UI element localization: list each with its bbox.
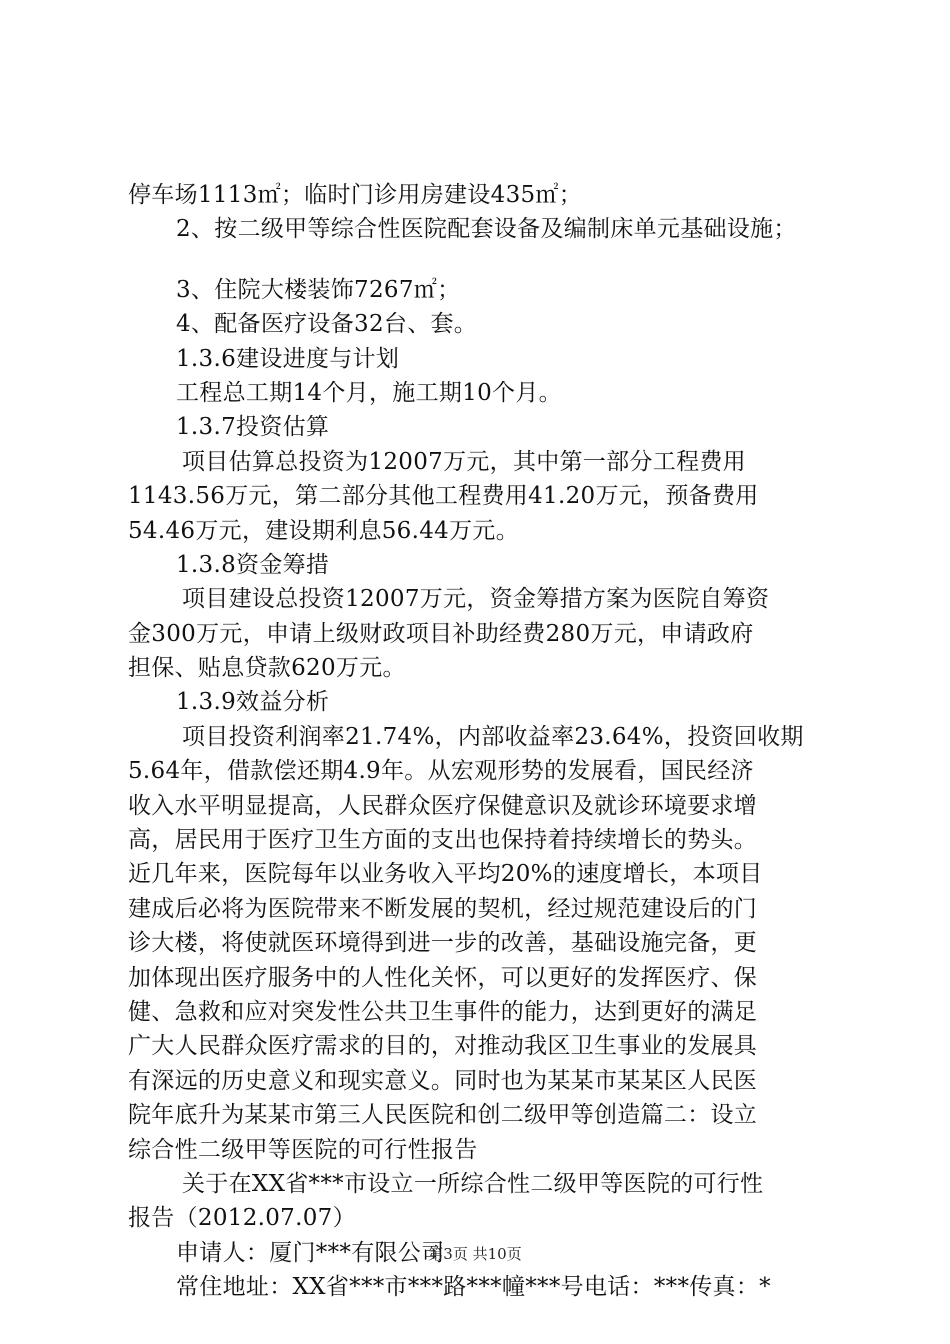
text-line: 诊大楼，将使就医环境得到进一步的改善，基础设施完备，更 bbox=[128, 930, 758, 957]
text-line: 项目估算总投资为12007万元，其中第一部分工程费用 bbox=[182, 448, 746, 475]
section-heading: 1.3.9效益分析 bbox=[176, 689, 330, 716]
text-line: 1143.56万元，第二部分其他工程费用41.20万元，预备费用 bbox=[128, 483, 759, 510]
paragraph-gap bbox=[128, 247, 840, 273]
text-line: 2、按二级甲等综合性医院配套设备及编制床单元基础设施； bbox=[176, 216, 797, 243]
document-body bbox=[128, 178, 840, 1305]
text-line: 关于在XX省***市设立一所综合性二级甲等医院的可行性 bbox=[182, 1170, 764, 1197]
text-line: 建成后必将为医院带来不断发展的契机，经过规范建设后的门 bbox=[128, 895, 758, 922]
text-line: 报告（2012.07.07） bbox=[128, 1205, 356, 1232]
text-line: 工程总工期14个月，施工期10个月。 bbox=[176, 379, 562, 406]
section-heading: 1.3.6建设进度与计划 bbox=[176, 345, 400, 372]
text-line: 4、配备医疗设备32台、套。 bbox=[176, 311, 478, 338]
text-line: 申请人：厦门***有限公司 bbox=[176, 1239, 445, 1266]
text-line: 项目投资利润率21.74%，内部收益率23.64%，投资回收期 bbox=[182, 723, 804, 750]
text-line: 高，居民用于医疗卫生方面的支出也保持着持续增长的势头。 bbox=[128, 827, 758, 854]
text-line: 有深远的历史意义和现实意义。同时也为某某市某某区人民医 bbox=[128, 1067, 758, 1094]
text-line: 加体现出医疗服务中的人性化关怀，可以更好的发挥医疗、保 bbox=[128, 964, 758, 991]
text-line: 5.64年，借款偿还期4.9年。从宏观形势的发展看，国民经济 bbox=[128, 758, 754, 785]
text-line: 广大人民群众医疗需求的目的，对推动我区卫生事业的发展具 bbox=[128, 1033, 758, 1060]
text-line: 常住地址：XX省***市***路***幢***号电话：***传真：* bbox=[176, 1274, 771, 1301]
text-line: 54.46万元，建设期利息56.44万元。 bbox=[128, 517, 519, 544]
page-number-footer: 第3页 共10页 bbox=[428, 1245, 522, 1263]
section-heading: 1.3.7投资估算 bbox=[176, 414, 330, 441]
text-line: 收入水平明显提高，人民群众医疗保健意识及就诊环境要求增 bbox=[128, 792, 758, 819]
section-heading: 1.3.8资金筹措 bbox=[176, 551, 330, 578]
text-line: 停车场1113㎡；临时门诊用房建设435㎡； bbox=[128, 182, 583, 208]
text-line: 金300万元，申请上级财政项目补助经费280万元，申请政府 bbox=[128, 620, 754, 647]
text-line: 综合性二级甲等医院的可行性报告 bbox=[128, 1136, 478, 1163]
text-line: 担保、贴息贷款620万元。 bbox=[128, 655, 406, 682]
text-line: 3、住院大楼装饰7267㎡； bbox=[176, 276, 461, 303]
text-line: 近几年来，医院每年以业务收入平均20%的速度增长，本项目 bbox=[128, 861, 763, 888]
text-line: 项目建设总投资12007万元，资金筹措方案为医院自筹资 bbox=[182, 586, 770, 613]
text-line: 健、急救和应对突发性公共卫生事件的能力，达到更好的满足 bbox=[128, 998, 758, 1025]
text-line: 院年底升为某某市第三人民医院和创二级甲等创造篇二：设立 bbox=[128, 1102, 758, 1129]
